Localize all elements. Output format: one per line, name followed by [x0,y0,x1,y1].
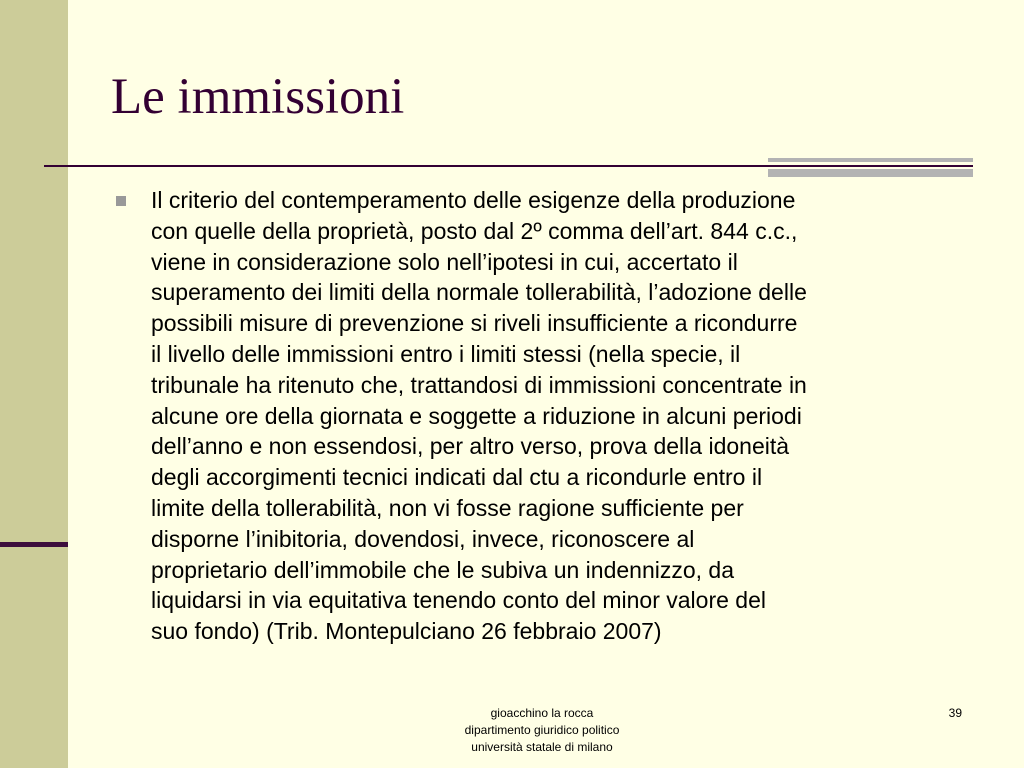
body-line: suo fondo) (Trib. Montepulciano 26 febbraio 2007) [151,618,662,645]
slide-title: Le immissioni [111,69,405,125]
body-line: alcune ore della giornata e soggette a riduzione in alcuni periodi [151,402,802,429]
title-divider [44,165,973,167]
body-line: con quelle della proprietà, posto dal 2º comma dell’art. 844 c.c., [151,217,798,244]
body-line: disporne l’inibitoria, dovendosi, invece, riconoscere al [151,525,695,552]
body-line: liquidarsi in via equitativa tenendo conto del minor valore del [151,587,766,614]
body-line: il livello delle immissioni entro i limiti stessi (nella specie, il [151,340,741,367]
slide-number: 39 [948,706,962,720]
body-line: dell’anno e non essendosi, per altro verso, prova della idoneità [151,433,790,460]
body-line: Il criterio del contemperamento delle esigenze della produzione [151,187,796,213]
slide-footer [412,705,672,756]
square-bullet-icon [116,196,126,206]
divider-accent-bar-lower [768,169,973,177]
body-line: possibili misure di prevenzione si riveli insufficiente a ricondurre [151,310,798,337]
body-line: superamento dei limiti della normale tollerabilità, l’adozione delle [151,279,807,306]
divider-accent-bar-upper [768,158,973,162]
footer-department: dipartimento giuridico politico [464,723,620,737]
body-line: limite della tollerabilità, non vi fosse ragione sufficiente per [151,494,744,521]
footer-author: gioacchino la rocca [490,706,594,720]
left-decorative-band [0,0,68,768]
left-band-accent-line [0,542,68,547]
body-line: viene in considerazione solo nell’ipotesi in cui, accertato il [151,248,738,275]
body-line: proprietario dell’immobile che le subiva un indennizzo, da [151,556,734,583]
body-line: tribunale ha ritenuto che, trattandosi di immissioni concentrate in [151,371,807,398]
body-line: degli accorgimenti tecnici indicati dal ctu a ricondurle entro il [151,464,763,491]
bullet-paragraph [151,185,971,647]
footer-university: università statale di milano [471,740,613,754]
